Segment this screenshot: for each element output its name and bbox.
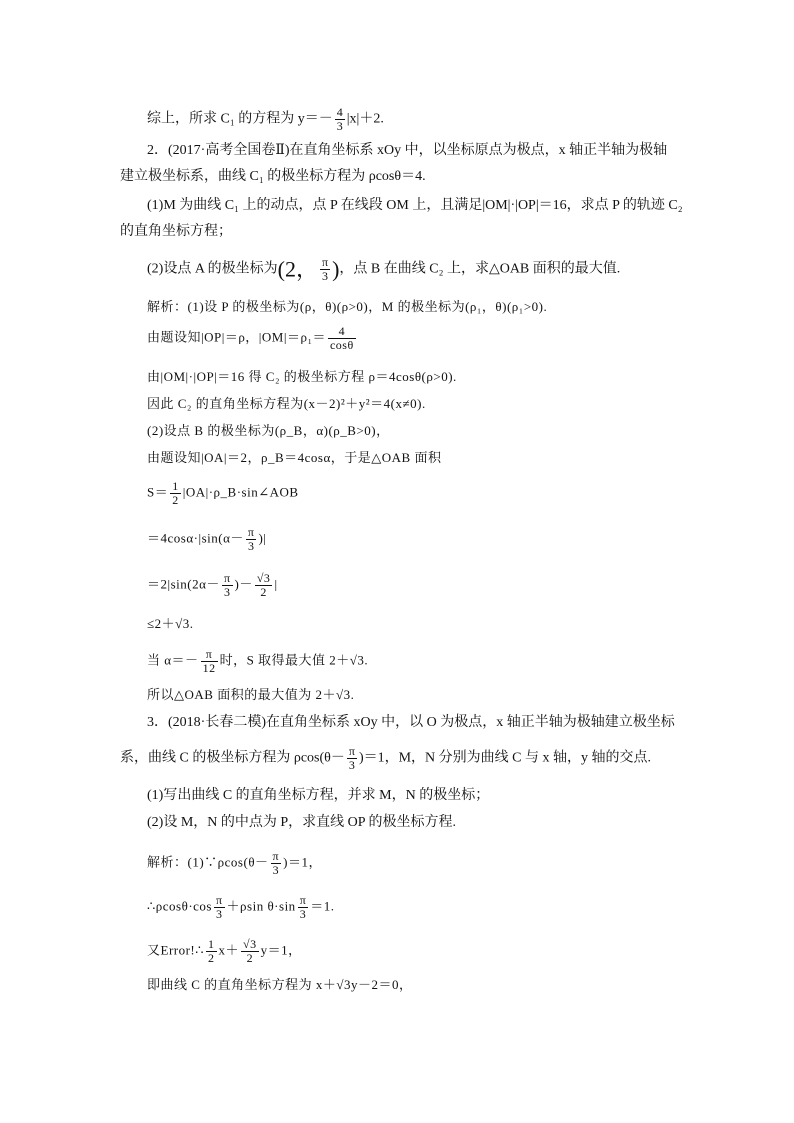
- formula-line: ≤2＋√3.: [147, 616, 194, 631]
- solution-line: 由|OM|·|OP|＝16 得 C₂ 的极坐标方程 ρ＝4cosθ(ρ>0).: [147, 369, 457, 384]
- fraction: $\frac{\pi}{3}$: [215, 893, 223, 921]
- formula-line: S＝ $\frac{1}{2}$ |OA|·ρ_B·sin∠AOB: [147, 479, 299, 507]
- fraction: $\frac{4}{\cos\theta}$: [329, 324, 354, 352]
- text-span: |x|＋2.: [346, 111, 384, 127]
- problem-3-line-2: 系，曲线 C 的极坐标方程为 ρcos(θ－ $\frac{\pi}{3}$ )＝1，M，N 分别为曲线 C 与 x 轴，y 轴的交点.: [120, 744, 652, 772]
- solution-line: 由题设知|OP|＝ρ，|OM|＝ρ₁＝ $\frac{4}{\cos\theta}$: [147, 324, 354, 352]
- fraction: $\frac{1}{2}$: [172, 479, 179, 507]
- solution-line: 解析：(1)∵ρcos(θ－ $\frac{\pi}{3}$ )＝1，: [147, 849, 322, 877]
- problem-3-line-1: 3．(2018·长春二模)在直角坐标系 xOy 中，以 O 为极点，x 轴正半轴为极轴建立极坐标: [147, 715, 675, 730]
- fraction: $\frac{\pi}{3}$: [348, 744, 355, 772]
- text-span: 综上，所求 C₁ 的方程为 y＝－: [147, 111, 333, 127]
- problem-2-part1: (1)M 为曲线 C₁ 上的动点，点 P 在线段 OM 上，且满足|OM|·|OP|＝16，求点 P 的轨迹 C₂: [147, 198, 683, 213]
- problem-3-part1: (1)写出曲线 C 的直角坐标方程，并求 M，N 的极坐标；: [147, 788, 490, 803]
- formula-line: ＝4cosα·|sin(α－ $\frac{\pi}{3}$ )|: [147, 525, 267, 553]
- solution-line: 又Error!∴ $\frac{1}{2}$ x＋ $\frac{√3}{2}$ y＝1，: [147, 937, 302, 965]
- solution-line: 即曲线 C 的直角坐标方程为 x＋√3y－2＝0，: [147, 977, 413, 992]
- problem-2-line-2: 建立极坐标系，曲线 C₁ 的极坐标方程为 ρcosθ＝4.: [120, 169, 426, 184]
- solution-line: 当 α＝－ $\frac{\pi}{12}$ 时，S 取得最大值 2＋√3.: [147, 647, 369, 675]
- fraction: $\frac{1}{2}$: [208, 937, 215, 965]
- formula-line: ＝2|sin(2α－ $\frac{\pi}{3}$ )－ $\frac{√3}{2}$ |: [147, 571, 278, 599]
- solution-line: 因此 C₂ 的直角坐标方程为(x－2)²＋y²＝4(x≠0).: [147, 396, 426, 411]
- fraction: $\frac{\pi}{12}$: [202, 647, 216, 675]
- solution-line: ∴ρcosθ·cos $\frac{\pi}{3}$ ＋ρsin θ·sin $\frac{\pi}{3}$ ＝1.: [147, 893, 335, 921]
- solution-line: (2)设点 B 的极坐标为(ρ_B，α)(ρ_B>0)，: [147, 423, 390, 438]
- problem-2-part1-cont: 的直角坐标方程；: [120, 224, 232, 239]
- solution-line: 解析：(1)设 P 的极坐标为(ρ，θ)(ρ>0)，M 的极坐标为(ρ₁，θ)(ρ₁>0).: [147, 299, 548, 314]
- problem-3-part2: (2)设 M，N 的中点为 P，求直线 OP 的极坐标方程.: [147, 815, 457, 830]
- fraction: $\frac{\pi}{3}$: [322, 255, 329, 283]
- fraction: $\frac{\pi}{3}$: [299, 893, 307, 921]
- solution-line: 所以△OAB 面积的最大值为 2＋√3.: [147, 687, 355, 702]
- fraction: $\frac{√3}{2}$: [256, 571, 271, 599]
- text-line: [147, 106, 676, 133]
- fraction: $\frac{\pi}{3}$: [223, 571, 231, 599]
- problem-2-line-1: 2．(2017·高考全国卷Ⅱ)在直角坐标系 xOy 中，以坐标原点为极点，x 轴正半轴为极轴: [147, 143, 668, 158]
- fraction: $\frac{4}{3}$: [336, 105, 343, 133]
- fraction: $\frac{\pi}{3}$: [247, 525, 255, 553]
- fraction: $\frac{√3}{2}$: [243, 937, 257, 965]
- problem-2-part2: (2)设点 A 的极坐标为(2， $\frac{\pi}{3}$ )，点 B 在曲线 C₂ 上，求△OAB 面积的最大值.: [147, 255, 621, 283]
- fraction: $\frac{\pi}{3}$: [272, 849, 280, 877]
- solution-line: 由题设知|OA|＝2，ρ_B＝4cosα，于是△OAB 面积: [147, 450, 442, 465]
